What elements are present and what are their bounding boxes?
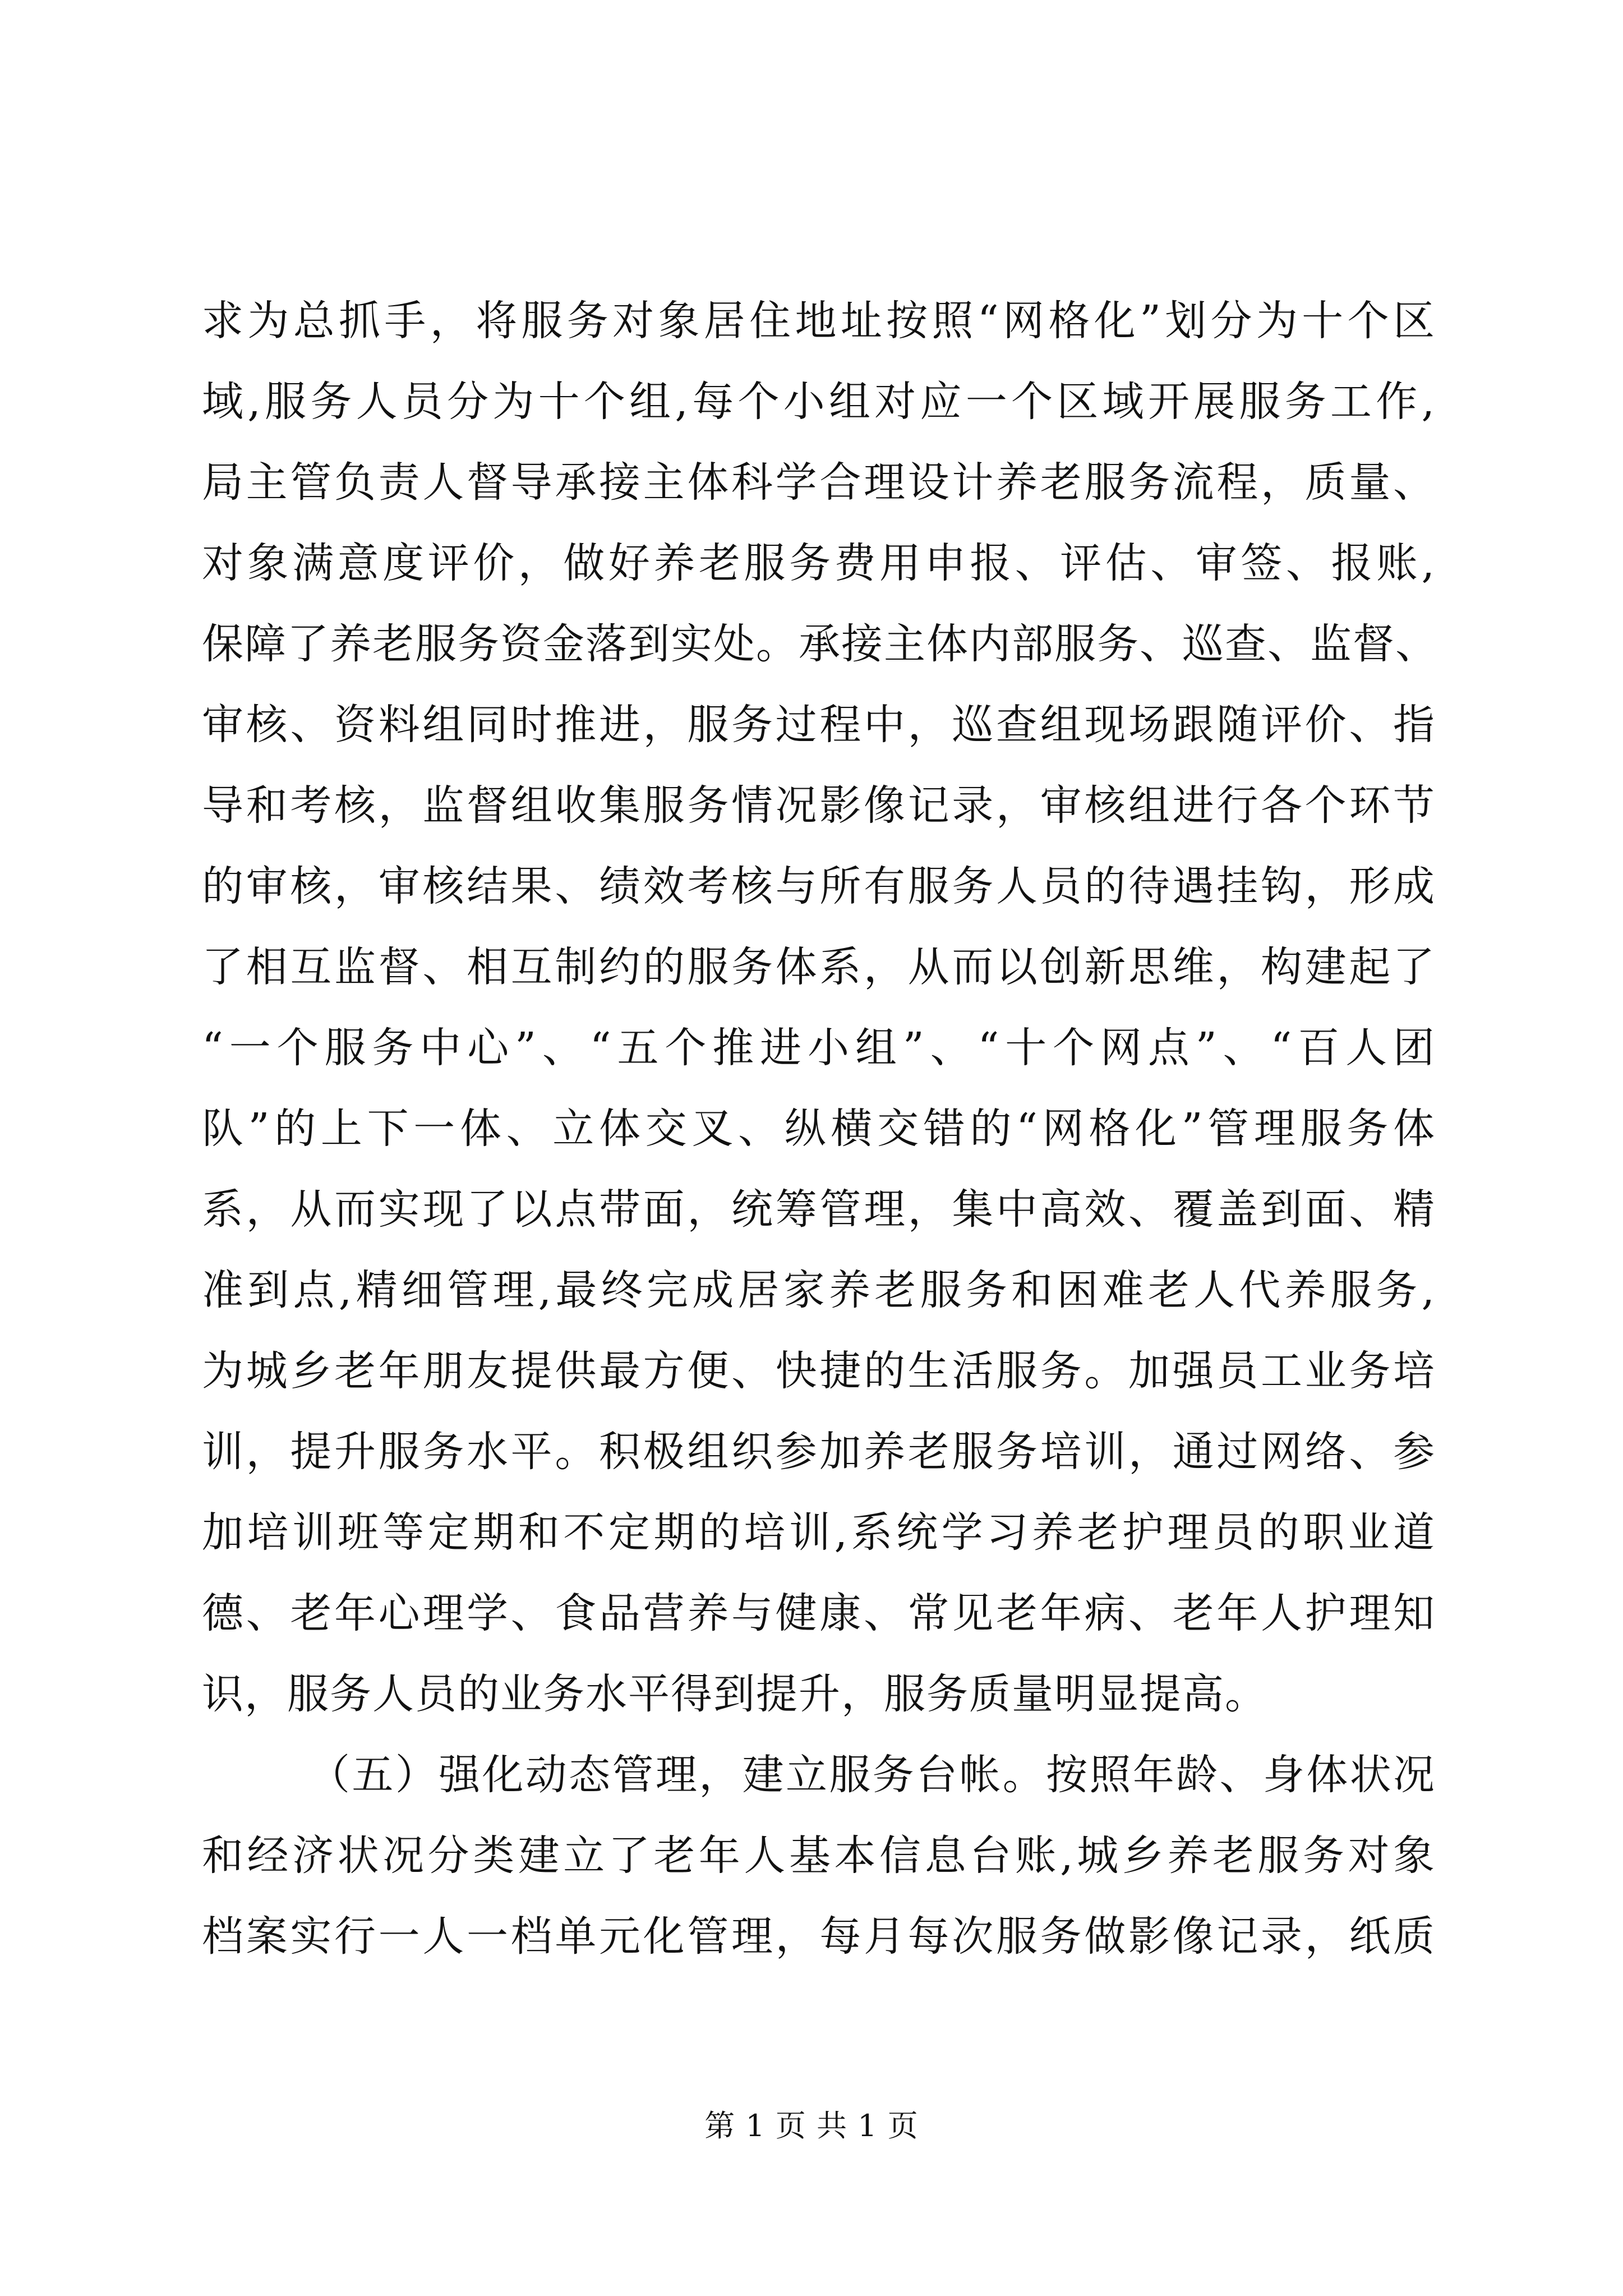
text-line: （五）强化动态管理，建立服务台帐。按照年龄、身体状况 [308,1751,1436,1799]
text-line: 了相互监督、相互制约的服务体系，从而以创新思维，构建起了 [202,943,1436,991]
paragraph-2 [202,1734,1436,1977]
text-line: 局主管负责人督导承接主体科学合理设计养老服务流程，质量、 [202,458,1436,507]
text-line: 德、老年心理学、食品营养与健康、常见老年病、老年人护理知 [202,1589,1436,1637]
text-line: 保障了养老服务资金落到实处。承接主体内部服务、巡查、监督、 [202,620,1438,668]
paragraph-1 [202,280,1436,1734]
text-line: 准到点,精细管理,最终完成居家养老服务和困难老人代养服务, [202,1266,1436,1314]
text-line: “一个服务中心”、“五个推进小组”、“十个网点”、“百人团 [202,1024,1436,1072]
text-line: 求为总抓手，将服务对象居住地址按照“网格化”划分为十个区 [202,297,1436,345]
text-line: 为城乡老年朋友提供最方便、快捷的生活服务。加强员工业务培 [202,1347,1436,1395]
text-line: 队”的上下一体、立体交叉、纵横交错的“网格化”管理服务体 [202,1105,1436,1153]
text-line: 系，从而实现了以点带面，统筹管理，集中高效、覆盖到面、精 [202,1185,1436,1234]
text-line: 训，提升服务水平。积极组织参加养老服务培训，通过网络、参 [202,1428,1436,1476]
text-line: 审核、资料组同时推进，服务过程中，巡查组现场跟随评价、指 [202,701,1436,749]
text-line: 和经济状况分类建立了老年人基本信息台账,城乡养老服务对象 [202,1832,1436,1880]
body-text [202,280,1436,1977]
text-line: 识，服务人员的业务水平得到提升，服务质量明显提高。 [202,1670,1267,1718]
text-line: 档案实行一人一档单元化管理，每月每次服务做影像记录，纸质 [202,1912,1436,1961]
page-footer: 第 1 页 共 1 页 [704,2108,919,2143]
text-line: 对象满意度评价，做好养老服务费用申报、评估、审签、报账, [202,539,1436,587]
text-line: 导和考核，监督组收集服务情况影像记录，审核组进行各个环节 [202,781,1436,830]
text-line: 的审核，审核结果、绩效考核与所有服务人员的待遇挂钩，形成 [202,862,1436,910]
text-line: 域,服务人员分为十个组,每个小组对应一个区域开展服务工作, [202,378,1436,426]
text-line: 加培训班等定期和不定期的培训,系统学习养老护理员的职业道 [202,1508,1436,1557]
